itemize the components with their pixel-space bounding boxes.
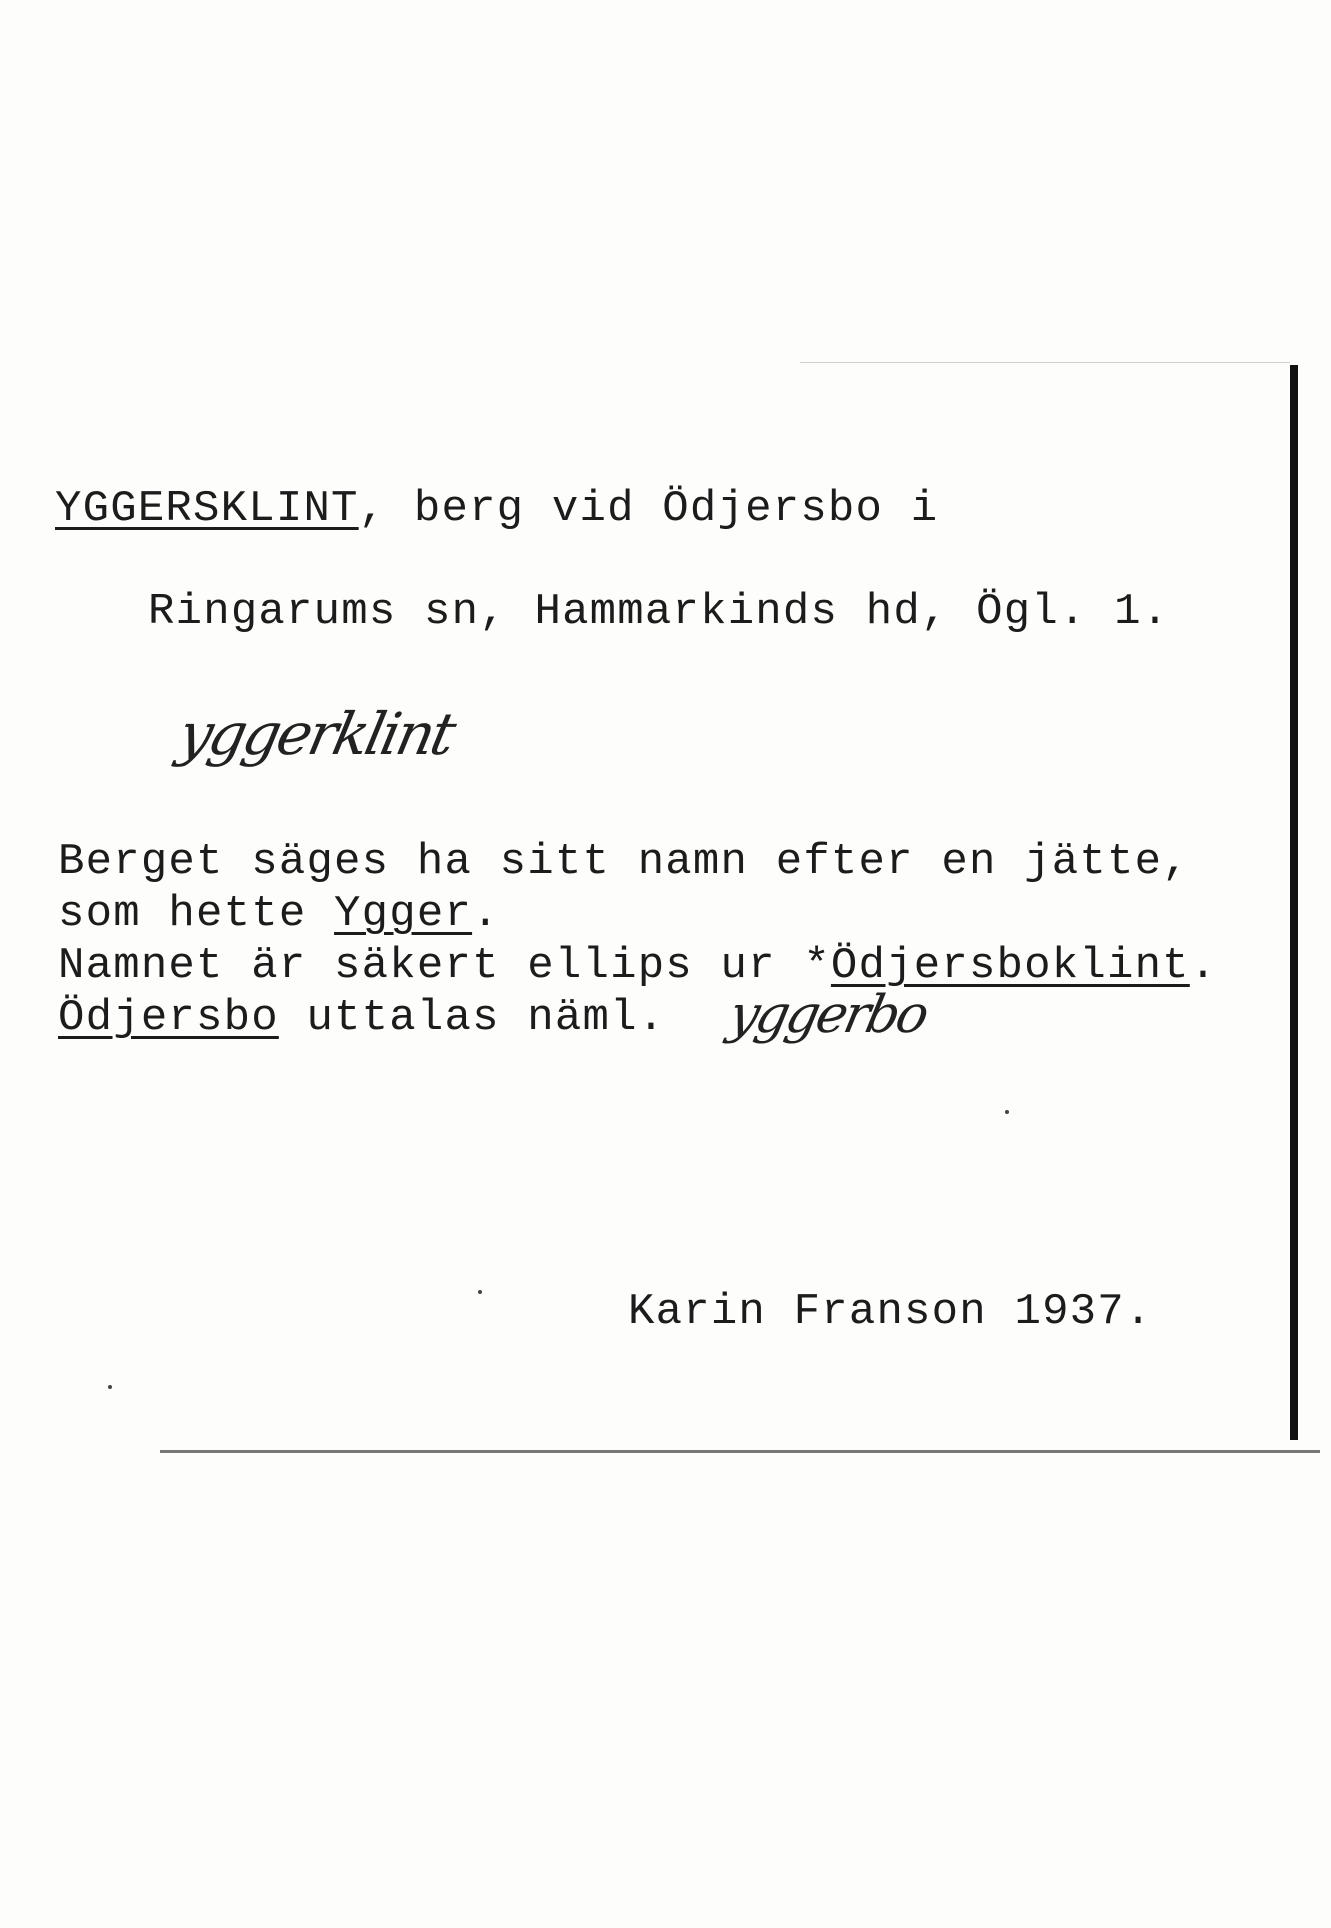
card-top-edge <box>800 362 1290 363</box>
signature-line: Karin Franson 1937. <box>628 1287 1153 1337</box>
paper-speck <box>1005 1110 1009 1114</box>
place-name: Ödjersbo <box>58 993 279 1043</box>
body-line-3-text: Namnet är säkert ellips ur * <box>58 941 831 991</box>
heading-line <box>55 484 939 534</box>
handwritten-pronunciation-1: yggerklint <box>172 700 460 768</box>
giant-name: Ygger <box>334 889 473 939</box>
body-line-2 <box>58 889 500 939</box>
body-line-1: Berget säges ha sitt namn efter en jätte, <box>58 837 1190 887</box>
body-line-4-text: uttalas näml. <box>278 993 666 1043</box>
handwritten-pronunciation-2: yggerbo <box>723 985 932 1045</box>
reconstructed-name: Ödjersboklint <box>830 941 1190 991</box>
body-line-2-end: . <box>472 889 500 939</box>
body-line-3 <box>58 941 1218 991</box>
paper-speck <box>478 1290 482 1294</box>
paper-speck <box>108 1385 112 1389</box>
body-line-3-end: . <box>1189 941 1218 991</box>
headword: YGGERSKLINT <box>55 484 359 534</box>
body-line-2-text: som hette <box>58 889 335 939</box>
heading-rest: , berg vid Ödjersbo i <box>358 484 939 534</box>
body-line-4 <box>58 993 666 1043</box>
location-line: Ringarums sn, Hammarkinds hd, Ögl. 1. <box>148 587 1170 637</box>
card-right-edge <box>1290 365 1298 1440</box>
card-bottom-edge <box>160 1450 1320 1453</box>
